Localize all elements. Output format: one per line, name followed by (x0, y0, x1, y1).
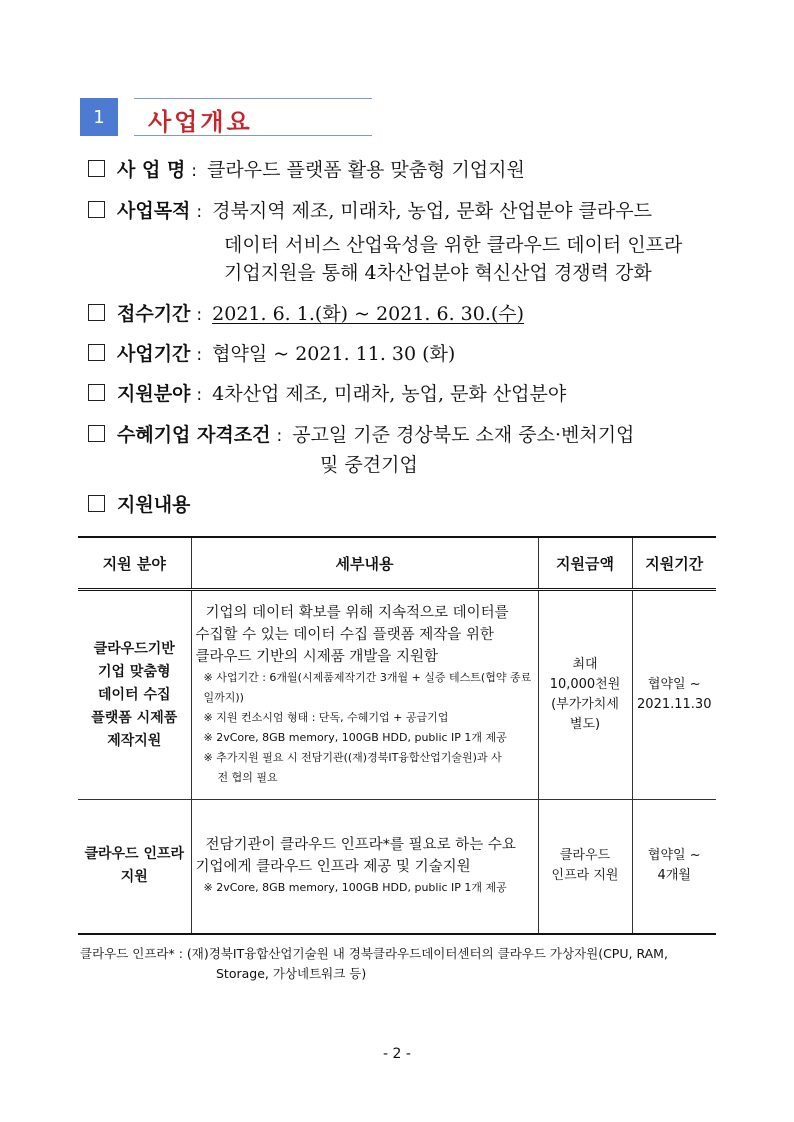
cell-detail: 기업의 데이터 확보를 위해 지속적으로 데이터를 수집할 수 있는 데이터 수집 플랫폼 제작을 위한 클라우드 기반의 시제품 개발을 지원함 ※ 사업기간 : 6개월(시제품제작기간 3개월 + 실증 테스트(협약 종료일까지)) ※ 지원 컨소시엄 형태 : 단독, 수혜기업 + 공급기업 ※ 2vCore, 8GB memory, 100GB HDD, public IP 1개 제공 ※ 추가지원 필요 시 전담기관((재)경북IT융합산업기술원)과 사 전 협의 필요 (191, 590, 538, 800)
checkbox-icon (88, 384, 105, 401)
header-period: 지원기간 (632, 537, 716, 590)
table-row (78, 590, 716, 800)
checkbox-icon (88, 160, 105, 177)
footnote: 클라우드 인프라* : (재)경북IT융합산업기술원 내 경북클라우드데이터센터의 클라우드 가상자원(CPU, RAM, Storage, 가상네트워크 등) (80, 946, 668, 981)
checkbox-icon (88, 201, 105, 218)
page-number: - 2 - (383, 1046, 411, 1062)
table-header-row (78, 537, 716, 590)
cell-area: 클라우드 인프라 지원 (78, 800, 191, 934)
cell-area: 클라우드기반 기업 맞춤형 데이터 수집 플랫폼 시제품 제작지원 (78, 590, 191, 800)
item-eligibility: 수혜기업 자격조건 : 공고일 기준 경상북도 소재 중소·벤처기업 (88, 418, 634, 453)
support-table (78, 536, 716, 935)
section-title-box (134, 98, 372, 136)
item-value: 공고일 기준 경상북도 소재 중소·벤처기업 (292, 424, 635, 446)
item-value-line: 데이터 서비스 산업육성을 위한 클라우드 데이터 인프라 (224, 234, 683, 256)
header-area: 지원 분야 (78, 537, 191, 590)
item-value-line: 및 중견기업 (320, 454, 418, 476)
item-label: 접수기간 (117, 303, 191, 325)
item-value: 협약일 ~ 2021. 11. 30 (화) (212, 343, 456, 365)
cell-period: 협약일 ~ 2021.11.30 (632, 590, 716, 800)
section-number: 1 (80, 98, 118, 136)
checkbox-icon (88, 344, 105, 361)
header-detail: 세부내용 (191, 537, 538, 590)
table-row (78, 800, 716, 934)
cell-amount: 클라우드 인프라 지원 (538, 800, 632, 934)
item-value-line: 기업지원을 통해 4차산업분야 혁신산업 경쟁력 강화 (224, 262, 652, 284)
item-support-content (88, 488, 190, 522)
item-support-field: 지원분야 : 4차산업 제조, 미래차, 농업, 문화 산업분야 (88, 377, 566, 412)
cell-period: 협약일 ~ 4개월 (632, 800, 716, 934)
item-label: 지원내용 (117, 494, 191, 516)
item-business-period: 사업기간 : 협약일 ~ 2021. 11. 30 (화) (88, 337, 455, 372)
item-label: 사업기간 (117, 343, 191, 365)
item-value: 4차산업 제조, 미래차, 농업, 문화 산업분야 (212, 383, 567, 405)
item-business-name: 사 업 명 : 클라우드 플랫폼 활용 맞춤형 기업지원 (88, 153, 525, 188)
cell-detail: 전담기관이 클라우드 인프라*를 필요로 하는 수요 기업에게 클라우드 인프라 제공 및 기술지원 ※ 2vCore, 8GB memory, 100GB HDD, public IP 1개 제공 (191, 800, 538, 934)
item-label: 사 업 명 (117, 159, 186, 181)
item-application-period: 접수기간 : 2021. 6. 1.(화) ~ 2021. 6. 30.(수) (88, 297, 524, 332)
cell-amount: 최대 10,000천원 (부가가치세 별도) (538, 590, 632, 800)
item-business-purpose: 사업목적 : 경북지역 제조, 미래차, 농업, 문화 산업분야 클라우드 (88, 194, 652, 229)
item-label: 지원분야 (117, 383, 191, 405)
header-amount: 지원금액 (538, 537, 632, 590)
item-label: 수혜기업 자격조건 (117, 424, 271, 446)
checkbox-icon (88, 304, 105, 321)
item-value: 클라우드 플랫폼 활용 맞춤형 기업지원 (207, 159, 525, 181)
item-value: 경북지역 제조, 미래차, 농업, 문화 산업분야 클라우드 (212, 200, 652, 222)
item-label: 사업목적 (117, 200, 191, 222)
item-value: 2021. 6. 1.(화) ~ 2021. 6. 30.(수) (212, 303, 525, 325)
checkbox-icon (88, 425, 105, 442)
section-header (80, 98, 372, 136)
section-title: 사업개요 (148, 108, 253, 136)
checkbox-icon (88, 495, 105, 512)
